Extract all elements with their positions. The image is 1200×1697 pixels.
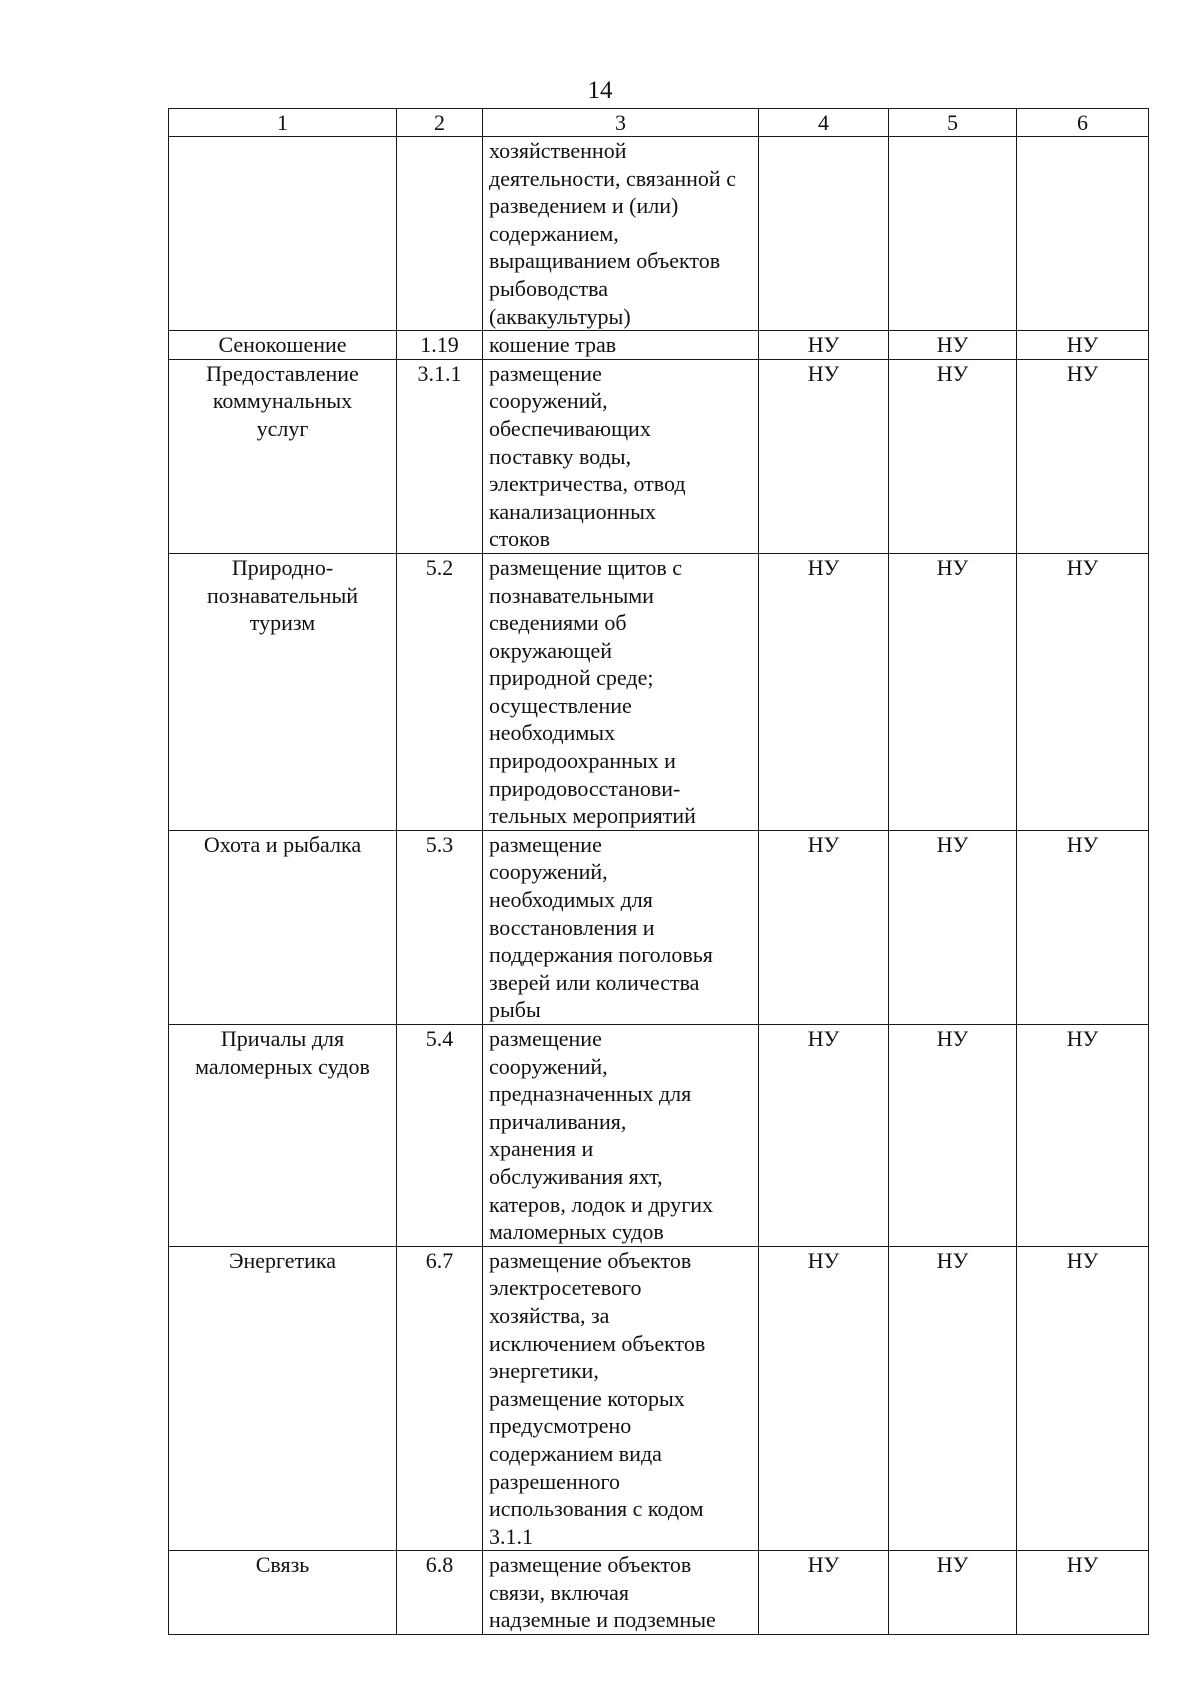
land-use-description-cell-text: размещение щитов с познавательными сведениями об окружающей природной среде; осуществление необходимых природоохранных и природовосстанови- тельных мероприятий xyxy=(489,554,696,829)
parameter-cell-text: НУ xyxy=(936,1247,969,1273)
land-use-code-cell xyxy=(397,331,483,360)
parameter-cell-text: НУ xyxy=(936,1552,969,1578)
parameter-cell-text: НУ xyxy=(1066,1026,1099,1051)
column-header: 2 xyxy=(397,109,483,137)
table-row xyxy=(169,830,1149,1024)
parameter-cell xyxy=(889,553,1017,830)
land-use-description-cell-text: размещение сооружений, предназначенных для причаливания, хранения и обслуживания яхт, катеров, лодок и других маломерных судов xyxy=(489,1026,714,1245)
parameter-cell xyxy=(1017,1551,1149,1635)
column-header: 3 xyxy=(483,109,759,137)
land-use-code-cell xyxy=(397,830,483,1024)
column-header: 4 xyxy=(759,109,889,137)
parameter-cell xyxy=(1017,1246,1149,1551)
parameter-cell-text: НУ xyxy=(807,332,840,358)
land-use-description-cell-text: кошение трав xyxy=(489,332,617,358)
parameter-cell xyxy=(1017,553,1149,830)
parameter-cell xyxy=(759,137,889,331)
parameter-cell xyxy=(889,1025,1017,1247)
land-use-name-cell xyxy=(169,137,397,331)
parameter-cell xyxy=(1017,331,1149,360)
parameter-cell xyxy=(759,1025,889,1247)
land-use-description-cell-text: размещение сооружений, обеспечивающих поставку воды, электричества, отвод канализационных стоков xyxy=(489,360,686,552)
land-use-name-cell xyxy=(169,1025,397,1247)
land-use-code-cell xyxy=(397,359,483,553)
land-use-code-cell xyxy=(397,1246,483,1551)
parameter-cell xyxy=(889,359,1017,553)
parameter-cell xyxy=(759,1246,889,1551)
land-use-code-cell-text: 5.4 xyxy=(425,1026,454,1051)
parameter-cell-text: НУ xyxy=(1066,360,1099,386)
table-row xyxy=(169,137,1149,331)
land-use-code-cell-text: 5.2 xyxy=(425,554,454,580)
parameter-cell-text: НУ xyxy=(807,831,840,857)
parameter-cell xyxy=(1017,830,1149,1024)
land-use-description-cell xyxy=(483,1551,759,1635)
parameter-cell-text: НУ xyxy=(1066,332,1099,358)
land-use-code-cell-text: 3.1.1 xyxy=(417,360,462,386)
parameter-cell xyxy=(1017,1025,1149,1247)
parameter-cell xyxy=(759,359,889,553)
land-use-name-cell-text: Связь xyxy=(255,1552,310,1578)
land-use-description-cell-text: размещение объектов связи, включая надземные и подземные xyxy=(489,1552,716,1633)
parameter-cell xyxy=(759,331,889,360)
table-row xyxy=(169,1025,1149,1247)
land-use-code-cell-text: 5.3 xyxy=(425,831,454,857)
parameter-cell-text: НУ xyxy=(807,1247,840,1273)
parameter-cell xyxy=(889,1551,1017,1635)
land-use-description-cell xyxy=(483,1246,759,1551)
parameter-cell xyxy=(1017,137,1149,331)
land-use-description-cell xyxy=(483,1025,759,1247)
land-use-name-cell xyxy=(169,1246,397,1551)
parameter-cell-text: НУ xyxy=(1066,831,1099,857)
column-header: 6 xyxy=(1017,109,1149,137)
table-row xyxy=(169,359,1149,553)
land-use-code-cell xyxy=(397,1551,483,1635)
parameter-cell-text: НУ xyxy=(807,1026,840,1051)
land-use-code-cell-text: 6.8 xyxy=(425,1552,454,1578)
land-use-description-cell xyxy=(483,331,759,360)
parameter-cell-text: НУ xyxy=(936,1026,969,1051)
column-header: 5 xyxy=(889,109,1017,137)
land-use-name-cell xyxy=(169,553,397,830)
land-use-name-cell-text: Причалы для маломерных судов xyxy=(195,1026,370,1079)
column-header: 1 xyxy=(169,109,397,137)
land-use-code-cell xyxy=(397,1025,483,1247)
parameter-cell-text: НУ xyxy=(1066,1552,1099,1578)
parameter-cell-text: НУ xyxy=(936,831,969,857)
parameter-cell xyxy=(1017,359,1149,553)
parameter-cell-text: НУ xyxy=(936,554,969,580)
parameter-cell-text: НУ xyxy=(1066,554,1099,580)
parameter-cell xyxy=(889,137,1017,331)
land-use-code-cell xyxy=(397,553,483,830)
land-use-name-cell xyxy=(169,830,397,1024)
land-use-name-cell-text: Энергетика xyxy=(228,1247,337,1273)
table-body xyxy=(169,137,1149,1635)
land-use-description-cell-text: хозяйственной деятельности, связанной с разведением и (или) содержанием, выращиванием объектов рыбоводства (аквакультуры) xyxy=(489,138,736,329)
land-use-description-cell xyxy=(483,553,759,830)
land-use-name-cell-text: Природно- познавательный туризм xyxy=(206,554,358,636)
land-use-name-cell xyxy=(169,331,397,360)
land-use-description-cell xyxy=(483,359,759,553)
land-use-name-cell xyxy=(169,359,397,553)
page-number: 14 xyxy=(587,77,613,104)
parameter-cell-text: НУ xyxy=(1066,1247,1099,1273)
table-row xyxy=(169,1246,1149,1551)
zoning-table xyxy=(168,108,1149,1635)
land-use-description-cell-text: размещение сооружений, необходимых для восстановления и поддержания поголовья зверей или количества рыбы xyxy=(489,831,713,1023)
land-use-name-cell-text: Охота и рыбалка xyxy=(203,831,362,857)
parameter-cell xyxy=(759,830,889,1024)
land-use-name-cell-text: Сенокошение xyxy=(218,332,347,358)
table-header-row xyxy=(169,109,1149,137)
table-row xyxy=(169,1551,1149,1635)
parameter-cell xyxy=(759,1551,889,1635)
parameter-cell xyxy=(759,553,889,830)
land-use-description-cell xyxy=(483,137,759,331)
land-use-code-cell-text: 6.7 xyxy=(425,1247,454,1273)
parameter-cell-text: НУ xyxy=(936,360,969,386)
table-row xyxy=(169,331,1149,360)
parameter-cell-text: НУ xyxy=(807,554,840,580)
parameter-cell-text: НУ xyxy=(807,1552,840,1578)
land-use-description-cell xyxy=(483,830,759,1024)
land-use-name-cell-text: Предоставление коммунальных услуг xyxy=(206,360,359,441)
table-row xyxy=(169,553,1149,830)
parameter-cell xyxy=(889,830,1017,1024)
parameter-cell-text: НУ xyxy=(936,332,969,358)
land-use-description-cell-text: размещение объектов электросетевого хозяйства, за исключением объектов энергетики, размещение которых предусмотрено содержанием вида разрешенного использования с кодом 3.1.1 xyxy=(489,1247,706,1549)
parameter-cell xyxy=(889,331,1017,360)
parameter-cell xyxy=(889,1246,1017,1551)
land-use-code-cell-text: 1.19 xyxy=(420,332,459,358)
land-use-code-cell xyxy=(397,137,483,331)
land-use-name-cell xyxy=(169,1551,397,1635)
parameter-cell-text: НУ xyxy=(807,360,840,386)
